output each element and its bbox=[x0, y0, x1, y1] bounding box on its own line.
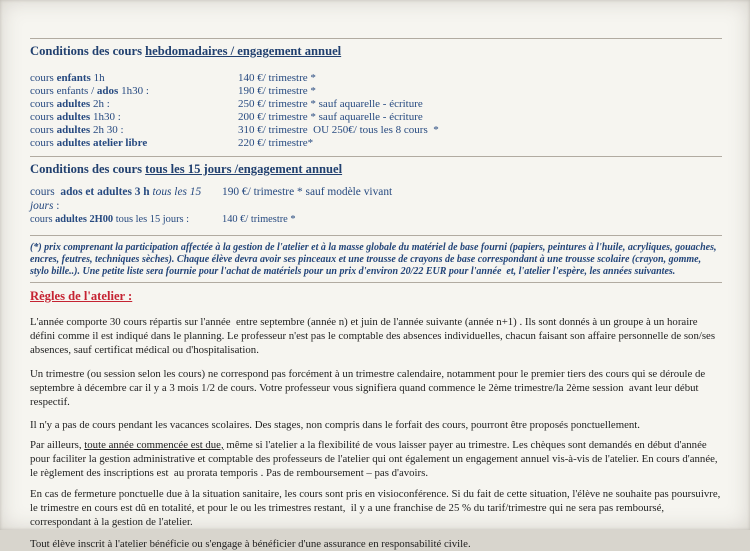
rules-paragraph-year: L'année comporte 30 cours répartis sur l'année entre septembre (année n) et juin de l'année suivante (année n+1) . Ils sont donnés à un groupe à un horaire défini comme il est indiqué dans le planning. Le professeur n'est pas le comptable des absences individuelles, chacun faisant son affaire personnelle de son/ses absences, sauf certificat médical ou d'hospitalisation. bbox=[30, 316, 718, 356]
course-label: cours adultes 1h30 : bbox=[30, 111, 121, 123]
divider-top bbox=[30, 38, 722, 39]
underlined-clause: toute année commencée est due, bbox=[84, 439, 224, 451]
biweekly-title-prefix: Conditions des cours bbox=[30, 162, 146, 176]
price-row bbox=[30, 85, 722, 98]
course-price: 140 €/ trimestre * bbox=[238, 72, 316, 84]
course-label: cours adultes 2h : bbox=[30, 98, 110, 110]
price-row bbox=[30, 137, 722, 150]
weekly-price-table bbox=[30, 72, 722, 150]
divider bbox=[30, 235, 722, 236]
course-label: cours adultes atelier libre bbox=[30, 137, 148, 149]
course-label: cours ados et adultes 3 h tous les 15 jours : bbox=[30, 186, 205, 212]
course-label: cours adultes 2H00 tous les 15 jours : bbox=[30, 214, 190, 225]
biweekly-price-table bbox=[30, 185, 722, 226]
weekly-title-prefix: Conditions des cours bbox=[30, 44, 146, 58]
price-row bbox=[30, 185, 722, 213]
price-footnote: (*) prix comprenant la participation affectée à la gestion de l'atelier et à la masse globale du matériel de base fourni (papiers, peintures à l'huile, acryliques, gouaches, encres, feutres, techniques sèches). Chaque élève devra avoir ses pinceaux et une trousse de crayons de base correspondant à une trousse scolaire (crayon, gomme, stylo bille..). Une petite liste sera fournie pour l'achat de matériels pour un prix d'environ 20/22 EUR pour l'année et, l'atelier l'espère, les années suivantes. bbox=[30, 242, 719, 277]
course-price: 310 €/ trimestre OU 250€/ tous les 8 cours * bbox=[238, 124, 439, 136]
course-price: 250 €/ trimestre * sauf aquarelle - écriture bbox=[238, 98, 423, 110]
price-row bbox=[30, 124, 722, 137]
rules-paragraph-payment: Par ailleurs, toute année commencée est due, même si l'atelier a la flexibilité de vous laisser payer au trimestre. Les chèques sont demandés en début d'année pour faciliter la gestion administrative et comptable des professeurs de l'atelier qui ont également un engagement annuel vis-à-vis de l'atelier. En cours d'année, le règlement des inscriptions est au prorata temporis . Pas de remboursement – pas d'avoirs. bbox=[30, 439, 721, 479]
biweekly-title-underlined: tous les 15 jours /engagement annuel bbox=[145, 162, 343, 176]
price-row bbox=[30, 72, 722, 85]
rules-paragraph-insurance: Tout élève inscrit à l'atelier bénéficie ou s'engage à bénéficier d'une assurance en responsabilité civile. bbox=[30, 538, 471, 550]
price-row bbox=[30, 98, 722, 111]
divider bbox=[30, 282, 722, 283]
workshop-rules-title: Règles de l'atelier : bbox=[30, 289, 133, 303]
weekly-title-underlined: hebdomadaires / engagement annuel bbox=[145, 44, 342, 58]
course-price: 190 €/ trimestre * sauf modèle vivant bbox=[222, 186, 393, 198]
course-label: cours enfants / ados 1h30 : bbox=[30, 85, 149, 97]
course-price: 190 €/ trimestre * bbox=[238, 85, 316, 97]
price-row bbox=[30, 213, 722, 226]
rules-paragraph-holidays: Il n'y a pas de cours pendant les vacances scolaires. Des stages, non compris dans le forfait des cours, pourront être proposés ponctuellement. bbox=[30, 419, 640, 431]
course-price: 220 €/ trimestre* bbox=[238, 137, 314, 149]
rules-paragraph-sanitary: En cas de fermeture ponctuelle due à la situation sanitaire, les cours sont pris en visioconférence. Si du fait de cette situation, l'élève ne souhaite pas poursuivre, le trimestre en cours est dû en totalité, et pour le ou les trimestres restant, il y a une franchise de 25 % du tarif/trimestre qui ne sera pas remboursé, correspondant à la gestion de l'atelier. bbox=[30, 488, 724, 528]
weekly-section-title bbox=[30, 44, 722, 59]
price-row bbox=[30, 111, 722, 124]
course-price: 200 €/ trimestre * sauf aquarelle - écriture bbox=[238, 111, 423, 123]
course-label: cours adultes 2h 30 : bbox=[30, 124, 124, 136]
biweekly-section-title bbox=[30, 162, 722, 177]
course-label: cours enfants 1h bbox=[30, 72, 105, 84]
course-price: 140 €/ trimestre * bbox=[222, 214, 296, 225]
divider bbox=[30, 156, 722, 157]
rules-paragraph-trimester: Un trimestre (ou session selon les cours) ne correspond pas forcément à un trimestre calendaire, notamment pour le premier tiers des cours qui se déroule de septembre à décembre car il y a 3 mois 1/2 de cours. Votre professeur vous signifiera quand commence le 2ème trimestre/la 2ème session avant leur début respectif. bbox=[30, 368, 708, 408]
